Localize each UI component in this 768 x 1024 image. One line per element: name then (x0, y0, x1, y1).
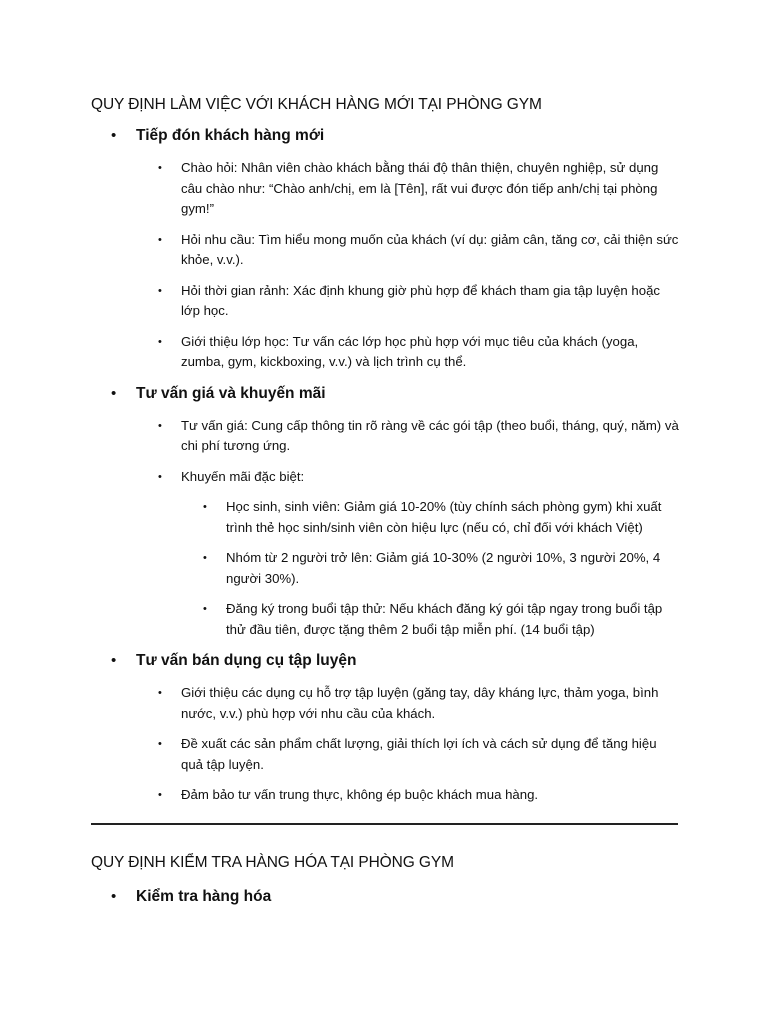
list-item-text: Giới thiệu lớp học: Tư vấn các lớp học phù hợp với mục tiêu của khách (yoga, zumba, gym, kickboxing, v.v.) và lịch trình cụ thể. (181, 333, 639, 369)
sub-list (181, 497, 681, 640)
bullet-icon: • (158, 789, 162, 801)
section-1-list (91, 125, 681, 806)
list-item (136, 416, 681, 457)
list-item (136, 467, 681, 641)
group-heading: Tư vấn bán dụng cụ tập luyện (136, 652, 357, 669)
list-item (136, 158, 681, 220)
list-item-text: Giới thiệu các dụng cụ hỗ trợ tập luyện (găng tay, dây kháng lực, thảm yoga, bình nước, v.v.) phù hợp với nhu cầu của khách. (181, 685, 659, 721)
group-tu-van-dung-cu (91, 650, 681, 806)
section-1-title: QUY ĐỊNH LÀM VIỆC VỚI KHÁCH HÀNG MỚI TẠI PHÒNG GYM (91, 96, 542, 113)
bullet-icon: • (158, 233, 162, 246)
sub-list-item-text: Nhóm từ 2 người trở lên: Giảm giá 10-30% (2 người 10%, 3 người 20%, 4 người 30%). (226, 550, 661, 586)
list-item (136, 683, 681, 724)
bullet-icon: • (203, 552, 207, 564)
bullet-icon: • (158, 162, 162, 174)
bullet-icon: • (158, 335, 162, 348)
list-item-text: Đề xuất các sản phẩm chất lượng, giải thích lợi ích và cách sử dụng để tăng hiệu quả tập luyện. (181, 736, 657, 772)
group-heading: Tư vấn giá và khuyến mãi (136, 384, 326, 402)
group-heading: Tiếp đón khách hàng mới (136, 127, 325, 144)
sub-list-item-text: Học sinh, sinh viên: Giảm giá 10-20% (tùy chính sách phòng gym) khi xuất trình thẻ học sinh/sinh viên còn hiệu lực (nếu có, chỉ đối với khách Việt) (226, 499, 662, 535)
sub-list-item (181, 599, 681, 640)
group-items (136, 416, 681, 641)
sub-list-item-text: Đăng ký trong buổi tập thử: Nếu khách đăng ký gói tập ngay trong buổi tập thử đầu tiên, được tặng thêm 2 buổi tập miễn phí. (14 buổi tập) (226, 601, 663, 637)
list-item-text: Hỏi nhu cầu: Tìm hiểu mong muốn của khách (ví dụ: giảm cân, tăng cơ, cải thiện sức khỏe, v.v.). (181, 231, 679, 267)
bullet-icon: • (111, 384, 117, 402)
list-item (136, 230, 681, 271)
section-2-title: QUY ĐỊNH KIỂM TRA HÀNG HÓA TẠI PHÒNG GYM (91, 854, 454, 871)
sub-list-item (181, 497, 681, 538)
bullet-icon: • (203, 501, 207, 513)
group-kiem-tra-hang-hoa (91, 886, 681, 908)
list-item (136, 281, 681, 322)
bullet-icon: • (158, 284, 162, 297)
list-item-text: Đảm bảo tư vấn trung thực, không ép buộc khách mua hàng. (181, 787, 539, 802)
bullet-icon: • (111, 652, 117, 669)
bullet-icon: • (158, 687, 162, 699)
list-item-text: Tư vấn giá: Cung cấp thông tin rõ ràng về các gói tập (theo buổi, tháng, quý, năm) và chi phí tương ứng. (181, 417, 679, 453)
bullet-icon: • (111, 127, 117, 144)
group-items (136, 158, 681, 373)
bullet-icon: • (158, 738, 162, 750)
bullet-icon: • (158, 470, 162, 483)
list-item-text: Khuyến mãi đặc biệt: (181, 468, 305, 484)
group-tiep-don (91, 125, 681, 373)
group-heading: Kiểm tra hàng hóa (136, 888, 272, 905)
list-item-text: Hỏi thời gian rảnh: Xác định khung giờ phù hợp để khách tham gia tập luyện hoặc lớp học. (181, 282, 661, 318)
horizontal-divider (91, 823, 678, 825)
list-item (136, 785, 681, 806)
bullet-icon: • (158, 419, 162, 432)
group-tu-van-gia (91, 383, 681, 641)
list-item (136, 332, 681, 373)
group-items (136, 683, 681, 806)
bullet-icon: • (203, 603, 207, 615)
list-item (136, 734, 681, 775)
section-1 (91, 94, 681, 806)
sub-list-item (181, 548, 681, 589)
list-item-text: Chào hỏi: Nhân viên chào khách bằng thái độ thân thiện, chuyên nghiệp, sử dụng câu chào như: “Chào anh/chị, em là [Tên], rất vui được đón tiếp anh/chị tại phòng gym!” (181, 160, 659, 216)
section-2 (91, 852, 681, 908)
bullet-icon: • (111, 888, 117, 905)
section-2-list (91, 886, 681, 908)
